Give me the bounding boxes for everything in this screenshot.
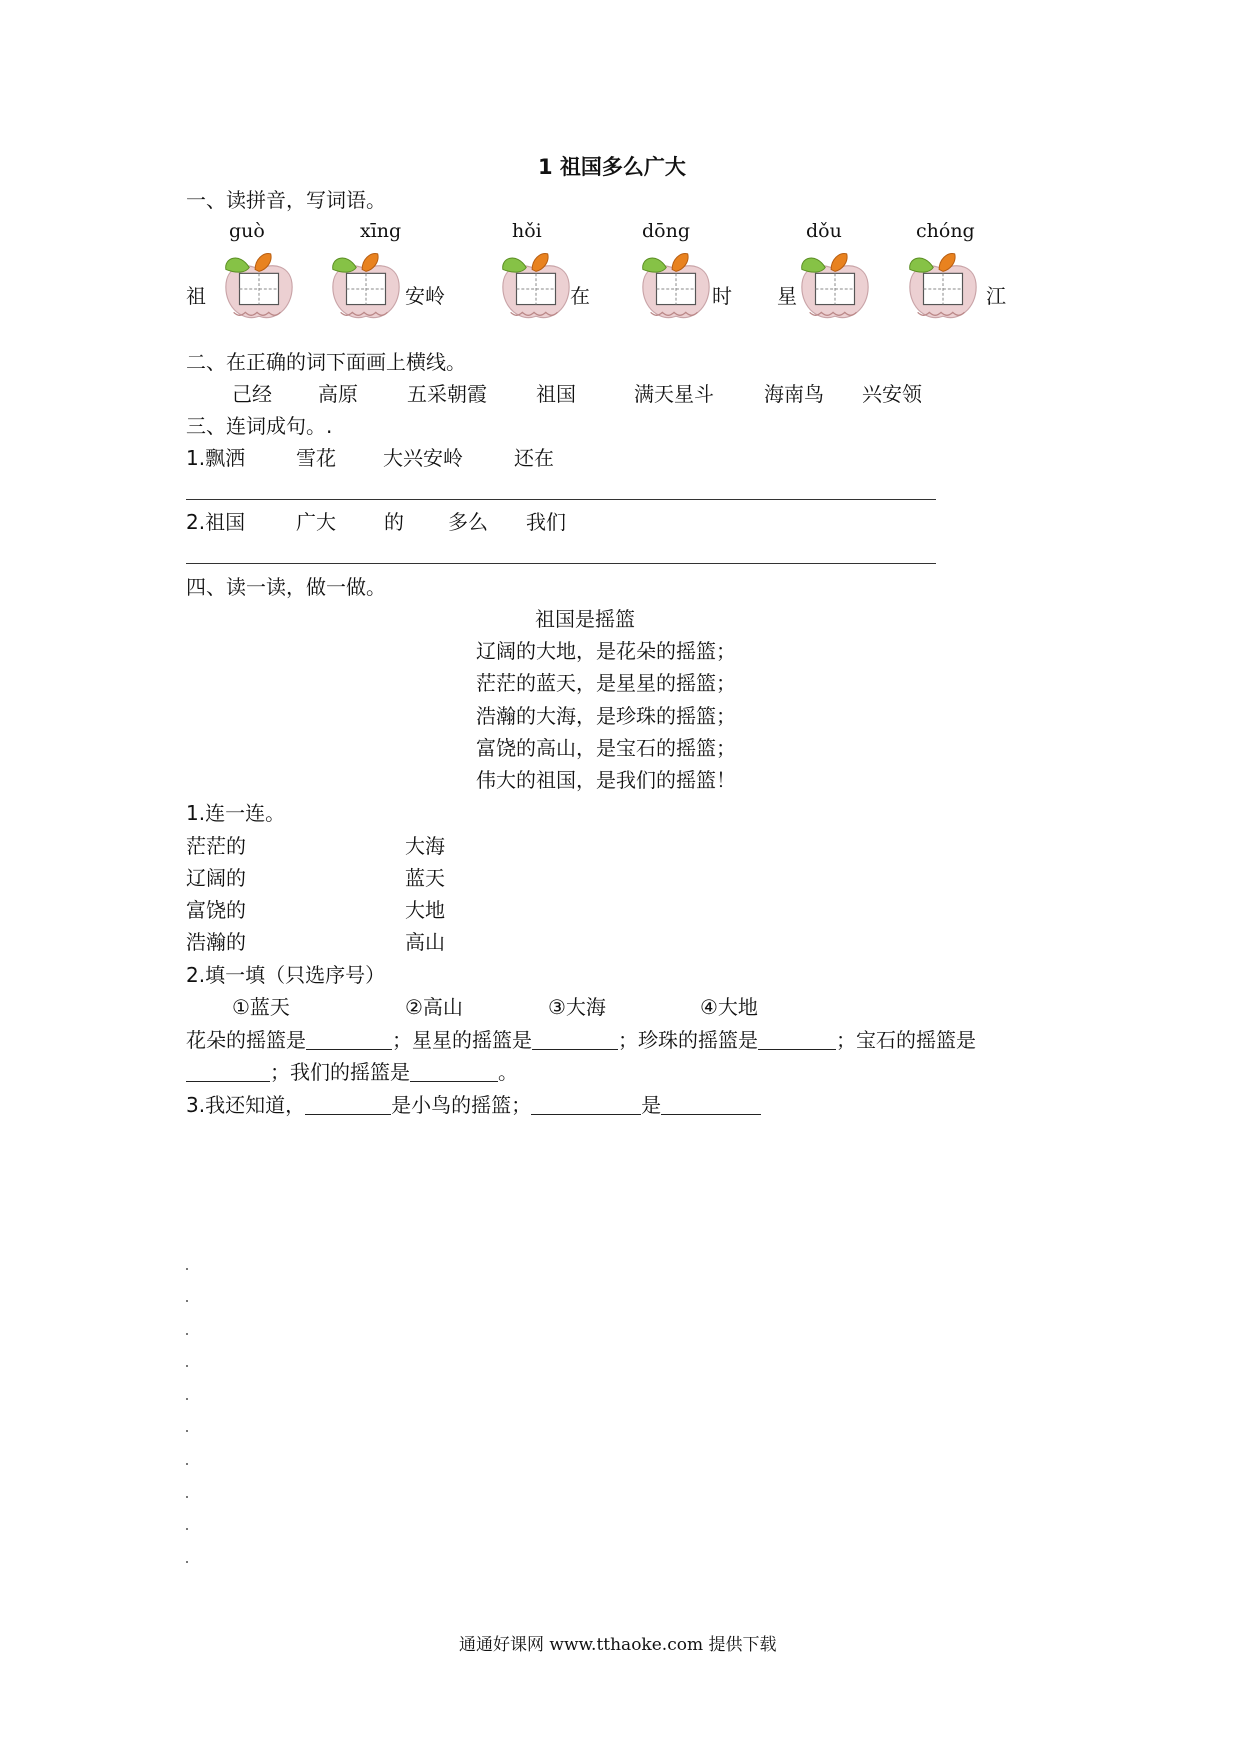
- fill-blank-star[interactable]: [532, 1029, 618, 1050]
- apple-writing-box-1[interactable]: [220, 248, 298, 326]
- option-2: ②高山: [405, 995, 463, 1019]
- fill-text-1: 花朵的摇篮是: [186, 1028, 306, 1052]
- margin-dot: [186, 1528, 188, 1530]
- apple-writing-box-2[interactable]: [327, 248, 405, 326]
- section3-heading: 三、连词成句。.: [186, 414, 333, 438]
- q4-2-heading: 2.填一填（只选序号）: [186, 963, 386, 987]
- apple-writing-box-4[interactable]: [637, 248, 715, 326]
- poem-line-1: 辽阔的大地，是花朵的摇篮；: [476, 639, 736, 663]
- q3-text-3: 是: [641, 1093, 662, 1117]
- fill-blank-extra-1[interactable]: [531, 1094, 641, 1115]
- q1-word-3: 大兴安岭: [383, 446, 463, 470]
- pinyin-1: guò: [229, 220, 265, 242]
- fill-blank-pearl[interactable]: [758, 1029, 836, 1050]
- apple-writing-box-3[interactable]: [497, 248, 575, 326]
- q4-3-line: [186, 1094, 761, 1115]
- pinyin-4: dōng: [642, 220, 691, 242]
- fill-blank-us[interactable]: [410, 1061, 498, 1082]
- word-7[interactable]: 兴安领: [862, 382, 922, 406]
- fill-text-5: ；我们的摇篮是: [270, 1060, 410, 1084]
- poem-line-3: 浩瀚的大海，是珍珠的摇篮；: [476, 704, 736, 728]
- answer-line-2[interactable]: [186, 563, 936, 564]
- word-1[interactable]: 己经: [232, 382, 272, 406]
- q2-word-1: 2.祖国: [186, 510, 246, 534]
- q2-word-5: 我们: [526, 510, 566, 534]
- section2-heading: 二、在正确的词下面画上横线。: [186, 350, 466, 374]
- match-right-1[interactable]: 大海: [405, 834, 445, 858]
- fill-blank-flower[interactable]: [306, 1029, 392, 1050]
- word-6[interactable]: 海南鸟: [764, 382, 824, 406]
- section1-heading: 一、读拼音，写词语。: [186, 188, 386, 212]
- poem-line-5: 伟大的祖国，是我们的摇篮！: [476, 768, 736, 792]
- match-left-1[interactable]: 茫茫的: [186, 834, 246, 858]
- char-xing: 星: [777, 284, 797, 308]
- fill-text-4: ；宝石的摇篮是: [836, 1028, 976, 1052]
- fill-line-2: [186, 1061, 518, 1082]
- margin-dot: [186, 1430, 188, 1432]
- char-zai: 在: [570, 284, 590, 308]
- match-left-4[interactable]: 浩瀚的: [186, 930, 246, 954]
- fill-line-1: [186, 1029, 976, 1050]
- word-3[interactable]: 五采朝霞: [407, 382, 487, 406]
- q2-word-4: 多么: [448, 510, 488, 534]
- match-left-3[interactable]: 富饶的: [186, 898, 246, 922]
- margin-dot: [186, 1300, 188, 1302]
- q3-text-2: 是小鸟的摇篮；: [391, 1093, 532, 1117]
- q4-1-heading: 1.连一连。: [186, 801, 286, 825]
- margin-dot: [186, 1398, 188, 1400]
- char-shi: 时: [712, 284, 732, 308]
- option-1: ①蓝天: [232, 995, 290, 1019]
- option-4: ④大地: [700, 995, 758, 1019]
- footer-text: 通通好课网 www.tthaoke.com 提供下载: [459, 1635, 777, 1655]
- char-jiang: 江: [986, 284, 1006, 308]
- answer-line-1[interactable]: [186, 499, 936, 500]
- pinyin-5: dǒu: [806, 220, 842, 242]
- match-right-3[interactable]: 大地: [405, 898, 445, 922]
- margin-dot: [186, 1463, 188, 1465]
- match-right-2[interactable]: 蓝天: [405, 866, 445, 890]
- char-zu: 祖: [186, 284, 206, 308]
- poem-line-4: 富饶的高山，是宝石的摇篮；: [476, 736, 736, 760]
- q1-word-1: 1.飘洒: [186, 446, 246, 470]
- fill-blank-bird[interactable]: [305, 1094, 391, 1115]
- fill-text-2: ；星星的摇篮是: [392, 1028, 532, 1052]
- word-4[interactable]: 祖国: [536, 382, 576, 406]
- apple-writing-box-6[interactable]: [904, 248, 982, 326]
- fill-blank-gem[interactable]: [186, 1061, 270, 1082]
- pinyin-2: xīng: [360, 220, 402, 242]
- q1-word-2: 雪花: [296, 446, 336, 470]
- pinyin-6: chóng: [916, 220, 975, 242]
- char-anling: 安岭: [405, 284, 445, 308]
- poem-title: 祖国是摇篮: [535, 607, 635, 631]
- q3-text-1: 3.我还知道，: [186, 1093, 306, 1117]
- page-title: 1 祖国多么广大: [538, 155, 686, 179]
- word-2[interactable]: 高原: [318, 382, 358, 406]
- margin-dot: [186, 1561, 188, 1563]
- margin-dot: [186, 1365, 188, 1367]
- margin-dot: [186, 1333, 188, 1335]
- poem-line-2: 茫茫的蓝天，是星星的摇篮；: [476, 671, 736, 695]
- match-right-4[interactable]: 高山: [405, 930, 445, 954]
- q1-word-4: 还在: [514, 446, 554, 470]
- margin-dot: [186, 1268, 188, 1270]
- margin-dot: [186, 1496, 188, 1498]
- q2-word-2: 广大: [296, 510, 336, 534]
- fill-text-3: ；珍珠的摇篮是: [618, 1028, 758, 1052]
- apple-writing-box-5[interactable]: [796, 248, 874, 326]
- match-left-2[interactable]: 辽阔的: [186, 866, 246, 890]
- q2-word-3: 的: [384, 510, 404, 534]
- option-3: ③大海: [548, 995, 606, 1019]
- fill-blank-extra-2[interactable]: [661, 1094, 761, 1115]
- section4-heading: 四、读一读，做一做。: [186, 575, 386, 599]
- fill-text-6: 。: [498, 1060, 518, 1084]
- pinyin-3: hǒi: [512, 220, 542, 242]
- word-5[interactable]: 满天星斗: [634, 382, 714, 406]
